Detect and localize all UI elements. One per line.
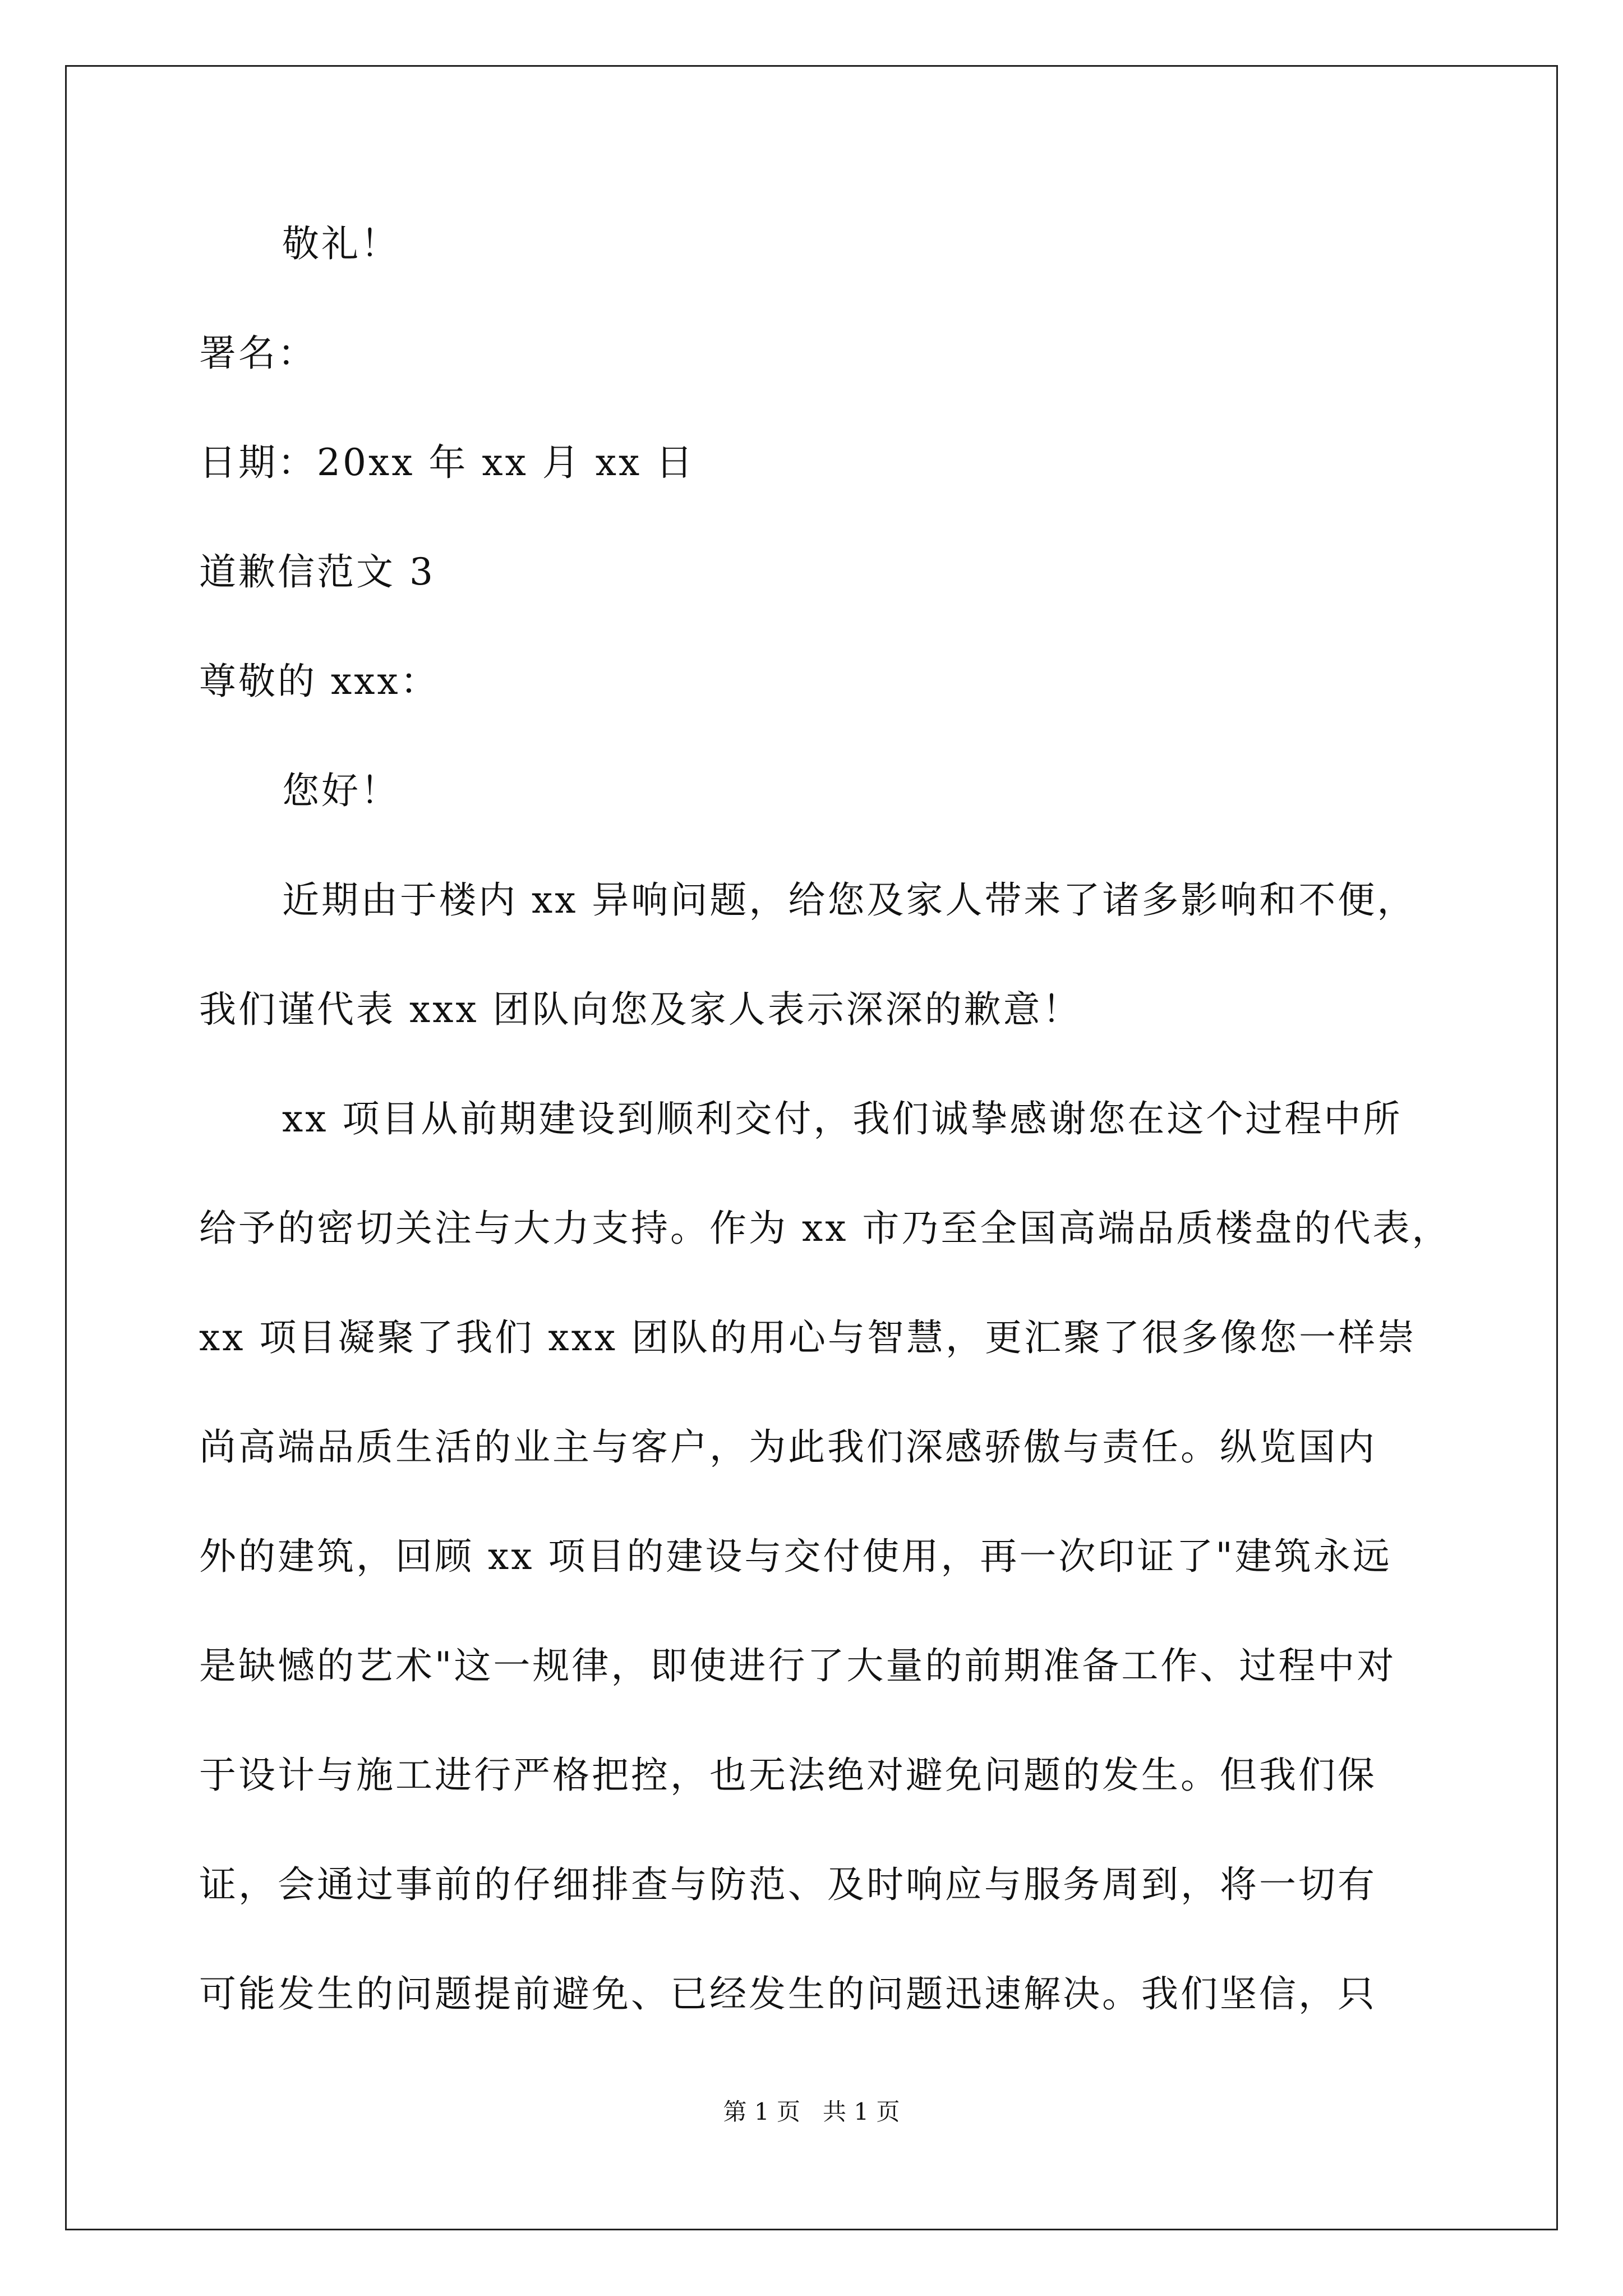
- paragraph-line: 是缺憾的艺术"这一规律，即使进行了大量的前期准备工作、过程中对: [199, 1644, 1396, 1687]
- greeting-recipient: 尊敬的 xxx：: [199, 660, 440, 703]
- signature-line: 署名：: [199, 332, 317, 375]
- closing-salutation: 敬礼！: [282, 222, 400, 265]
- paragraph-line: 尚高端品质生活的业主与客户，为此我们深感骄傲与责任。纵览国内: [199, 1425, 1377, 1469]
- paragraph-line: xx 项目从前期建设到顺利交付，我们诚挚感谢您在这个过程中所: [282, 1097, 1403, 1140]
- date-line: 日期：20xx 年 xx 月 xx 日: [199, 441, 695, 484]
- paragraph-line: 证，会通过事前的仔细排查与防范、及时响应与服务周到，将一切有: [199, 1863, 1377, 1906]
- paragraph-line: 给予的密切关注与大力支持。作为 xx 市乃至全国高端品质楼盘的代表，: [199, 1207, 1451, 1250]
- paragraph-line: 近期由于楼内 xx 异响问题，给您及家人带来了诸多影响和不便，: [282, 878, 1417, 922]
- greeting: 您好！: [282, 769, 400, 812]
- paragraph-line: 于设计与施工进行严格把控，也无法绝对避免问题的发生。但我们保: [199, 1754, 1377, 1797]
- paragraph-line: 我们谨代表 xxx 团队向您及家人表示深深的歉意！: [199, 988, 1082, 1031]
- section-title: 道歉信范文 3: [199, 550, 435, 593]
- paragraph-line: xx 项目凝聚了我们 xxx 团队的用心与智慧，更汇聚了很多像您一样崇: [199, 1316, 1417, 1359]
- paragraph-line: 外的建筑，回顾 xx 项目的建设与交付使用，再一次印证了"建筑永远: [199, 1535, 1392, 1578]
- paragraph-line: 可能发生的问题提前避免、已经发生的问题迅速解决。我们坚信，只: [199, 1972, 1377, 2016]
- page-footer: 第 1 页 共 1 页: [723, 2098, 900, 2125]
